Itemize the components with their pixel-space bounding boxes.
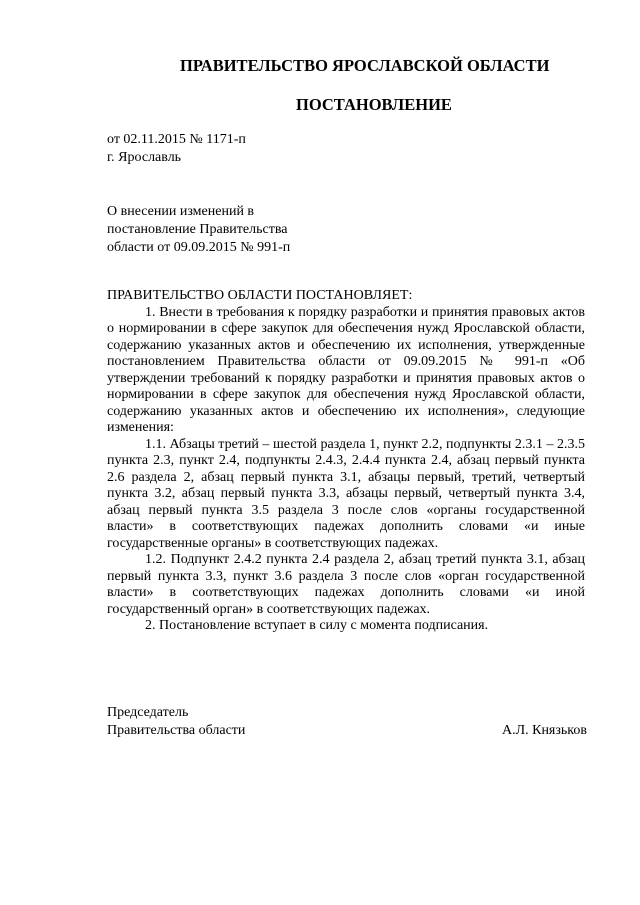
subject-line: постановление Правительства: [107, 222, 288, 237]
date-number: от 02.11.2015 № 1171-п: [107, 132, 246, 147]
subject-line: области от 09.09.2015 № 991-п: [107, 240, 291, 255]
signature-block: [107, 704, 587, 740]
paragraph-1-2: 1.2. Подпункт 2.4.2 пункта 2.4 раздела 2, абзац третий пункта 3.1, абзац первый пункта 3.3, пункт 3.6 раздела 3 после слов «орган государственной власти» в соответствующих падежах дополнить словами «и иной государственный орган» в соответствующих падежах.: [107, 552, 585, 617]
place: г. Ярославль: [107, 150, 182, 165]
subject-line: О внесении изменений в: [107, 204, 255, 219]
subject-block: [107, 203, 290, 257]
decree-body: [107, 288, 585, 635]
document-type-heading: ПОСТАНОВЛЕНИЕ: [296, 95, 452, 114]
signature-row: [107, 722, 587, 740]
signer-name: А.Л. Князьков: [502, 723, 587, 738]
signer-position-line1: Председатель: [107, 705, 189, 720]
paragraph-1-1: 1.1. Абзацы третий – шестой раздела 1, пункт 2.2, подпункты 2.3.1 – 2.3.5 пункта 2.3, пункт 2.4, подпункты 2.4.3, 2.4.4 пункта 2.4, абзац первый пункта 2.6 раздела 2, абзац первый пункта 3.1, абзацы первый, третий, четвертый пункта 3.2, абзац первый пункта 3.3, абзацы первый, четвертый пункта 3.4, абзац первый пункта 3.5 раздела 3 после слов «органы государственной власти» в соответствующих падежах дополнить словами «и иные государственные органы» в соответствующих падежах.: [107, 436, 585, 551]
paragraph-2: 2. Постановление вступает в силу с момента подписания.: [145, 618, 489, 633]
document-meta: [107, 131, 246, 167]
paragraph-1: 1. Внести в требования к порядку разработки и принятия правовых актов о нормировании в сфере закупок для обеспечения нужд Ярославской области, содержанию указанных актов и обеспечению их исполнения, утвержденные постановлением Правительства области от 09.09.2015 № 991-п «Об утверждении требований к порядку разработки и принятия правовых актов о нормировании в сфере закупок для обеспечения нужд Ярославской области, содержанию указанных актов и обеспечению их исполнения», следующие изменения:: [107, 304, 585, 435]
decree-intro: ПРАВИТЕЛЬСТВО ОБЛАСТИ ПОСТАНОВЛЯЕТ:: [107, 288, 413, 303]
government-title: ПРАВИТЕЛЬСТВО ЯРОСЛАВСКОЙ ОБЛАСТИ: [180, 56, 550, 75]
signer-position-line2: Правительства области: [107, 723, 246, 738]
